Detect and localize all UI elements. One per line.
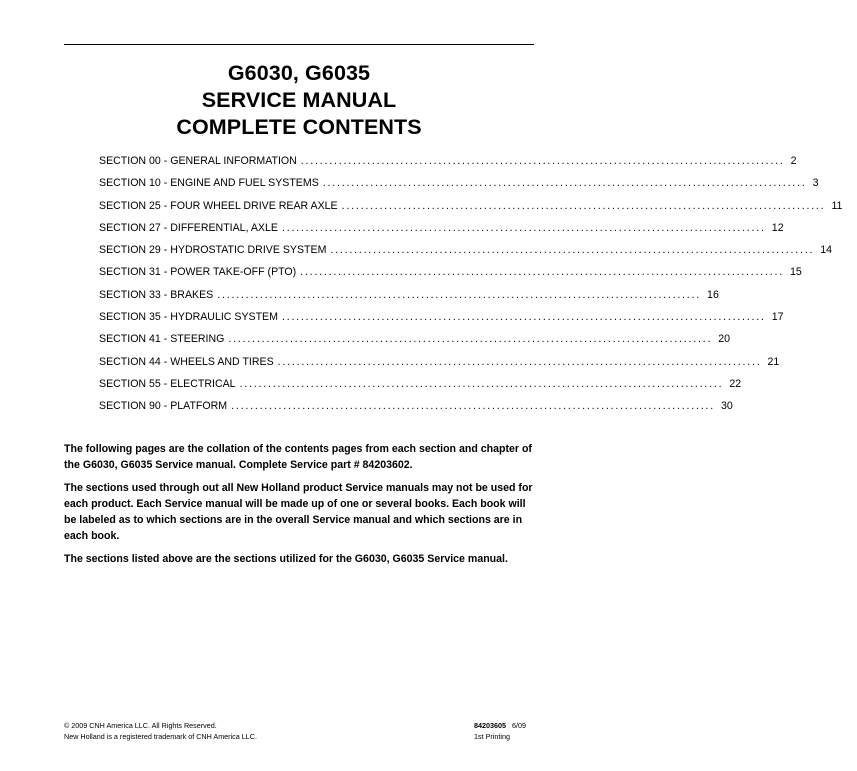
toc-leader: ...................................................................................................... [341, 199, 826, 212]
print-date: 6/09 [511, 721, 526, 730]
toc-page: 21 [767, 355, 780, 368]
toc-page: 11 [831, 199, 843, 212]
toc-leader: ...................................................................................................... [281, 221, 766, 234]
toc-row[interactable] [99, 221, 784, 244]
toc-page: 12 [771, 221, 784, 234]
part-number: 84203605 [474, 721, 506, 730]
toc-leader: ...................................................................................................... [300, 155, 785, 167]
printing-edition: 1st Printing [474, 732, 510, 741]
toc-leader: ...................................................................................................... [277, 355, 762, 368]
footer-print-info [474, 720, 526, 742]
toc-row[interactable] [99, 244, 833, 266]
toc-page: 22 [729, 377, 742, 390]
footer-legal [64, 720, 257, 742]
toc-page: 17 [771, 311, 784, 324]
paragraph-sections-usage: The sections used through out all New Holland product Service manuals may not be used for each product. Each Service manual will be made up of one or several books. Each book will be labeled as to which sections are in the overall Service manual and which sections are in each book. [64, 482, 533, 542]
toc-page: 3 [812, 177, 819, 190]
toc-row[interactable] [99, 288, 719, 311]
toc-leader: ...................................................................................................... [217, 288, 702, 301]
toc-page: 30 [720, 400, 733, 413]
toc-page: 14 [820, 244, 833, 257]
toc-row[interactable] [99, 266, 802, 288]
toc-label: SECTION 29 - HYDROSTATIC DRIVE SYSTEM [99, 244, 327, 257]
top-rule [64, 44, 534, 45]
trademark-notice: New Holland is a registered trademark of CNH America LLC. [64, 732, 257, 741]
title-models: G6030, G6035 [227, 61, 371, 85]
toc-label: SECTION 33 - BRAKES [99, 288, 214, 301]
toc-leader: ...................................................................................................... [330, 244, 815, 257]
paragraph-collation: The following pages are the collation of the contents pages from each section and chapter of the G6030, G6035 Service manual. Complete Service part # 84203602. [64, 443, 532, 471]
explanatory-text [64, 441, 540, 574]
toc-row[interactable] [99, 311, 784, 333]
toc-leader: ...................................................................................................... [239, 377, 724, 390]
toc-leader: ...................................................................................................... [231, 400, 715, 413]
toc-label: SECTION 41 - STEERING [99, 333, 225, 346]
toc-label: SECTION 27 - DIFFERENTIAL, AXLE [99, 221, 278, 234]
toc-page: 16 [707, 288, 719, 301]
toc-label: SECTION 10 - ENGINE AND FUEL SYSTEMS [99, 177, 319, 190]
toc-leader: ...................................................................................................... [228, 333, 713, 346]
copyright-notice: © 2009 CNH America LLC. All Rights Reserved. [64, 721, 217, 730]
title-service-manual: SERVICE MANUAL [201, 88, 397, 112]
toc-label: SECTION 00 - GENERAL INFORMATION [99, 155, 297, 167]
toc-leader: ...................................................................................................... [322, 177, 807, 190]
toc-row[interactable] [99, 155, 797, 177]
toc-row[interactable] [99, 400, 733, 422]
page-title [64, 60, 534, 141]
toc-row[interactable] [99, 177, 819, 199]
toc-label: SECTION 90 - PLATFORM [99, 400, 228, 413]
toc-label: SECTION 44 - WHEELS AND TIRES [99, 355, 274, 368]
toc-row[interactable] [99, 199, 843, 222]
toc-leader: ...................................................................................................... [300, 266, 785, 279]
paragraph-sections-utilized: The sections listed above are the sections utilized for the G6030, G6035 Service manual. [64, 553, 508, 565]
toc-row[interactable] [99, 377, 742, 400]
toc-label: SECTION 31 - POWER TAKE-OFF (PTO) [99, 266, 297, 279]
table-of-contents [99, 155, 843, 423]
toc-label: SECTION 25 - FOUR WHEEL DRIVE REAR AXLE [99, 199, 338, 212]
toc-row[interactable] [99, 333, 731, 355]
toc-label: SECTION 35 - HYDRAULIC SYSTEM [99, 311, 278, 324]
toc-page: 15 [790, 266, 802, 279]
title-complete-contents: COMPLETE CONTENTS [176, 115, 422, 139]
toc-row[interactable] [99, 355, 780, 378]
toc-page: 20 [718, 333, 731, 346]
toc-page: 2 [790, 155, 797, 167]
toc-label: SECTION 55 - ELECTRICAL [99, 377, 236, 390]
toc-leader: ...................................................................................................... [281, 311, 766, 324]
